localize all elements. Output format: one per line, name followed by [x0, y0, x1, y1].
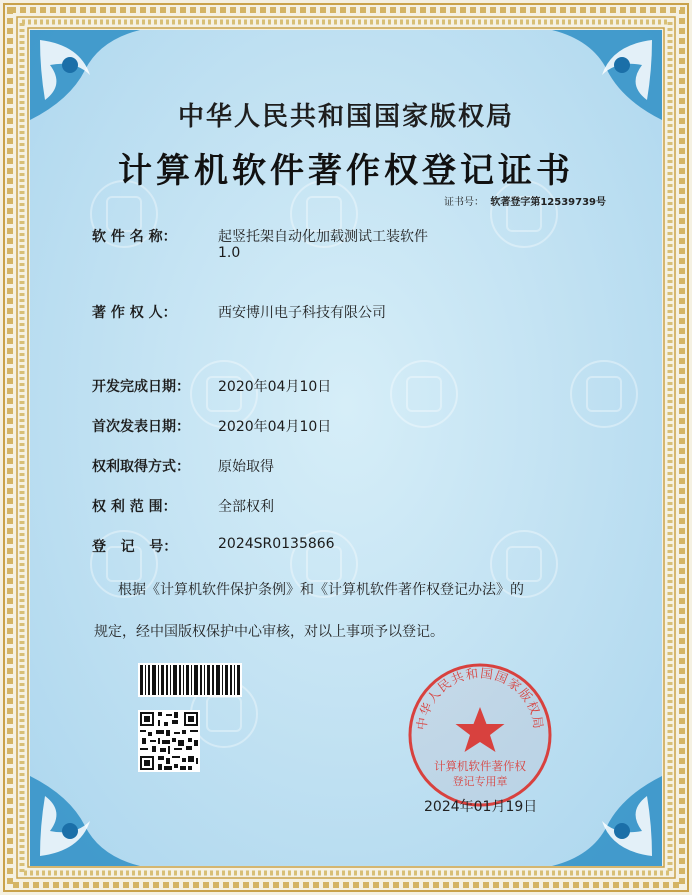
barcode-icon	[138, 663, 242, 697]
field-value-completion-date: 2020年04月10日	[218, 379, 332, 395]
registration-basis-line2: 规定，经中国版权保护中心审核，对以上事项予以登记。	[94, 624, 444, 640]
seal-ring-text: 中华人民共和国国家版权局	[413, 665, 547, 731]
certificate-number-label: 证书号：	[443, 197, 484, 208]
field-label-publication-date: 首次发表日期：	[92, 419, 190, 435]
field-value-copyright-owner: 西安博川电子科技有限公司	[218, 305, 386, 321]
field-label-rights-scope: 权 利 范 围：	[92, 499, 177, 515]
issuer-title: 中华人民共和国国家版权局	[177, 102, 514, 132]
field-value-registration-number: 2024SR0135866	[218, 536, 335, 552]
field-value-software-name: 起竖托架自动化加载测试工装软件	[218, 229, 428, 245]
official-seal	[405, 660, 555, 810]
field-value-software-version: 1.0	[218, 245, 241, 261]
certificate-number	[444, 193, 606, 208]
watermark	[390, 360, 458, 428]
registration-basis-line1: 根据《计算机软件保护条例》和《计算机软件著作权登记办法》的	[118, 582, 524, 598]
field-label-copyright-owner: 著 作 权 人：	[92, 305, 177, 321]
field-value-acquisition-method: 原始取得	[218, 459, 274, 475]
field-label-completion-date: 开发完成日期：	[92, 379, 190, 395]
watermark	[570, 360, 638, 428]
corner-ornament-bottom-right	[542, 766, 662, 866]
certificate-title: 计算机软件著作权登记证书	[118, 151, 574, 191]
field-label-software-name: 软 件 名 称：	[92, 229, 177, 245]
field-label-registration-number: 登 记 号：	[92, 539, 178, 555]
seal-line2: 登记专用章	[452, 775, 508, 788]
certificate-number-value: 软著登字第12539739号	[490, 197, 606, 208]
seal-line1: 计算机软件著作权	[434, 759, 526, 773]
corner-ornament-bottom-left	[30, 766, 150, 866]
seal-date: 2024年01月19日	[424, 799, 538, 815]
field-value-publication-date: 2020年04月10日	[218, 419, 332, 435]
qr-code-icon	[138, 710, 200, 772]
field-value-rights-scope: 全部权利	[218, 499, 274, 515]
field-label-acquisition-method: 权利取得方式：	[92, 459, 190, 475]
